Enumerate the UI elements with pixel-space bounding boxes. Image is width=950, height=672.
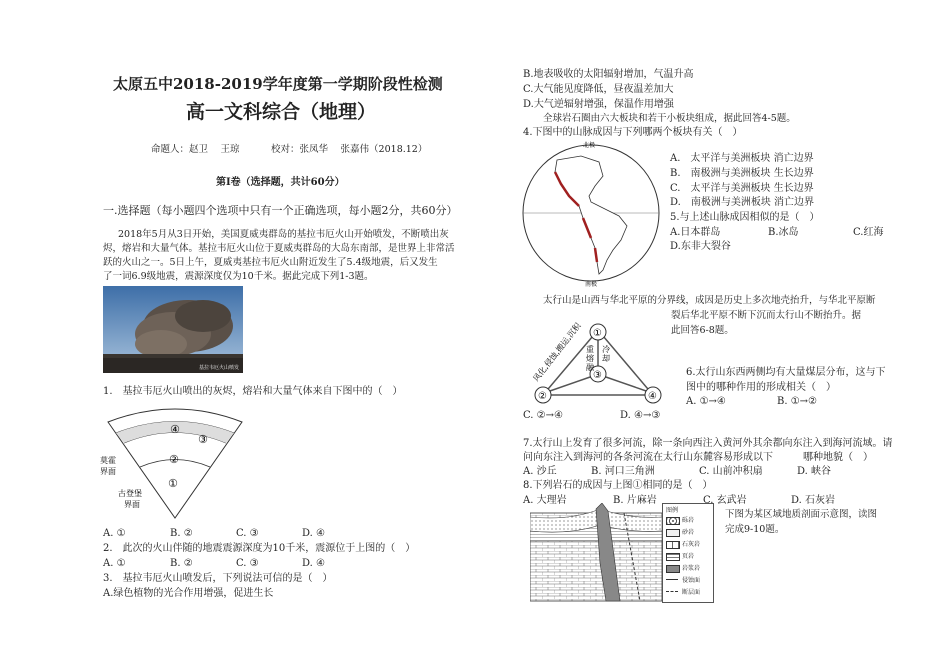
intro-line-4: 了一词6.9级地震，震源深度仅为10千米。据此完成下列1-3题。 xyxy=(103,271,374,282)
q5-option-d: D.东非大裂谷 xyxy=(670,241,731,252)
intro-line-1: 2018年5月从3日开始，美国夏威夷群岛的基拉韦厄火山开始喷发，不断喷出灰 xyxy=(118,229,449,240)
legend-swatch-limestone xyxy=(666,541,680,549)
volcano-photo xyxy=(103,286,243,373)
q4-option-a: A. 太平洋与美洲板块 消亡边界 xyxy=(670,153,814,164)
legend xyxy=(662,503,714,603)
q6-stem-2: 图中的哪种作用的形成相关（ ） xyxy=(686,382,836,393)
layer-1-label: ① xyxy=(168,477,178,490)
q8-option-a: A. 大理岩 xyxy=(523,495,567,506)
intro-line-2: 烬，熔岩和大量气体。基拉韦厄火山位于夏威夷群岛的大岛东南部，是世界上非常活 xyxy=(103,243,455,254)
legend-item-sandstone: 砂岩 xyxy=(682,529,695,536)
taihang-intro-line-2: 裂后华北平原不断下沉而太行山不断抬升。据 xyxy=(671,310,862,321)
q1-stem: 1. 基拉韦厄火山喷出的灰烬，熔岩和大量气体来自下图中的（ ） xyxy=(103,386,403,397)
moho-label-1: 莫霍 xyxy=(100,456,116,465)
q2-option-d: D. ④ xyxy=(302,558,325,569)
cycle-node-4: ④ xyxy=(648,391,657,402)
q6-stem-1: 6.太行山东西两侧均有大量煤层分布，这与下 xyxy=(686,367,886,378)
q2-stem: 2. 此次的火山伴随的地震震源深度为10千米，震源位于上图的（ ） xyxy=(103,543,416,554)
legend-item-limestone: 石灰岩 xyxy=(682,541,701,548)
q4-option-c: C. 太平洋与美洲板块 生长边界 xyxy=(670,183,814,194)
q1-option-a: A. ① xyxy=(103,528,126,539)
legend-swatch-magmatic xyxy=(666,565,680,573)
subject-title: 高一文科综合（地理） xyxy=(186,101,377,123)
cooling-label-1: 冷 xyxy=(602,345,610,354)
plates-intro: 全球岩石圈由六大板块和若干小板块组成，据此回答4-5题。 xyxy=(543,113,796,124)
cycle-node-2: ② xyxy=(538,391,547,402)
photo-caption: 基拉韦厄火山喷发 xyxy=(198,365,239,371)
q2-option-a: A. ① xyxy=(103,558,126,569)
globe-north-label: 北极 xyxy=(583,142,596,149)
remelt-label-3: 融 xyxy=(586,363,594,372)
school-title: 太原五中2018-2019学年度第一学期阶段性检测 xyxy=(113,75,443,93)
weathering-label: 风化,侵蚀,搬运,沉积 xyxy=(531,321,583,384)
q8-option-b: B. 片麻岩 xyxy=(613,495,657,506)
q6-option-d: D. ④→③ xyxy=(620,410,661,421)
layer-2-label: ② xyxy=(169,453,179,466)
q6-option-b: B. ①→② xyxy=(777,396,818,407)
cooling-label-2: 却 xyxy=(602,354,610,363)
q6-option-c: C. ②→④ xyxy=(523,410,563,421)
q1-option-b: B. ② xyxy=(170,528,193,539)
gutenberg-label-2: 界面 xyxy=(124,500,140,509)
remelt-label-2: 熔 xyxy=(586,354,594,363)
legend-item-erosion: 侵蚀面 xyxy=(682,577,701,584)
legend-item-fault: 断层面 xyxy=(682,589,701,596)
authors-line: 命题人：赵卫 王琼 校对：张凤华 张嘉伟（2018.12） xyxy=(151,144,428,155)
q7-stem-1: 7.太行山上发育了很多河流，除一条向西注入黄河外其余都向东注入到海河流域。请 xyxy=(523,438,893,449)
legend-swatch-sandstone xyxy=(666,529,680,537)
remelt-label-1: 重 xyxy=(586,345,594,354)
q8-option-c: C. 玄武岩 xyxy=(703,495,747,506)
section-intro-line-1: 下图为某区域地质剖面示意图，读图 xyxy=(725,509,878,520)
q7-option-a: A. 沙丘 xyxy=(523,466,557,477)
moho-label-2: 界面 xyxy=(100,467,116,476)
intro-line-3: 跃的火山之一。5日上午，夏威夷基拉韦厄火山附近发生了5.4级地震，后又发生 xyxy=(103,257,438,268)
cycle-node-3: ③ xyxy=(593,370,602,381)
q5-stem: 5.与上述山脉成因相似的是（ ） xyxy=(670,212,820,223)
taihang-intro-line-1: 太行山是山西与华北平原的分界线，成因是历史上多次地壳抬升，与华北平原断 xyxy=(543,295,876,306)
taihang-intro-line-3: 此回答6-8题。 xyxy=(671,325,734,336)
q1-option-c: C. ③ xyxy=(236,528,259,539)
legend-swatch-fault xyxy=(666,591,678,592)
cycle-node-1: ① xyxy=(593,328,602,339)
layer-4-label: ④ xyxy=(170,423,180,436)
section-intro-line-2: 完成9-10题。 xyxy=(725,524,785,535)
q2-option-b: B. ② xyxy=(170,558,193,569)
q3-stem: 3. 基拉韦厄火山喷发后，下列说法可信的是（ ） xyxy=(103,573,333,584)
legend-swatch-conglomerate xyxy=(666,517,680,525)
q8-stem: 8.下列岩石的成因与上图①相同的是（ ） xyxy=(523,480,713,491)
q2-option-c: C. ③ xyxy=(236,558,259,569)
q1-option-d: D. ④ xyxy=(302,528,325,539)
q3-option-c: C.大气能见度降低，昼夜温差加大 xyxy=(523,84,674,95)
layer-3-label: ③ xyxy=(198,433,208,446)
globe-map xyxy=(521,138,661,288)
volume-title: 第Ⅰ卷（选择题，共计60分） xyxy=(216,177,345,188)
legend-item-shale: 页岩 xyxy=(682,553,695,560)
q7-option-b: B. 河口三角洲 xyxy=(591,466,655,477)
legend-swatch-shale xyxy=(666,553,680,561)
q6-option-a: A. ①→④ xyxy=(686,396,726,407)
legend-title: 图例 xyxy=(666,507,679,514)
q4-option-d: D. 南极洲与美洲板块 消亡边界 xyxy=(670,197,815,208)
q3-option-d: D.大气逆辐射增强，保温作用增强 xyxy=(523,99,674,110)
q8-option-d: D. 石灰岩 xyxy=(791,495,836,506)
q4-stem: 4.下图中的山脉成因与下列哪两个板块有关（ ） xyxy=(523,127,743,138)
rock-cycle-diagram xyxy=(523,320,673,406)
q4-option-b: B. 南极洲与美洲板块 生长边界 xyxy=(670,168,814,179)
earth-structure-diagram xyxy=(100,400,250,522)
q7-stem-2: 问向东注入到海河的各条河流在太行山东麓容易形成以下 哪种地貌（ ） xyxy=(523,452,873,463)
legend-swatch-erosion xyxy=(666,579,678,580)
q3-option-a: A.绿色植物的光合作用增强，促进生长 xyxy=(103,588,274,599)
q3-option-b: B.地表吸收的太阳辐射增加，气温升高 xyxy=(523,69,694,80)
legend-item-magmatic: 岩浆岩 xyxy=(682,565,701,572)
section-title: 一.选择题（每小题四个选项中只有一个正确选项，每小题2分，共60分） xyxy=(103,204,458,217)
legend-item-conglomerate: 砾岩 xyxy=(682,517,695,524)
q7-option-d: D. 峡谷 xyxy=(797,466,832,477)
q7-option-c: C. 山前冲积扇 xyxy=(699,466,763,477)
q5-option-a: A.日本群岛 xyxy=(670,227,721,238)
q5-option-b: B.冰岛 xyxy=(768,227,799,238)
gutenberg-label-1: 古登堡 xyxy=(118,489,142,498)
globe-south-label: 南极 xyxy=(585,281,598,288)
q5-option-c: C.红海 xyxy=(853,227,884,238)
